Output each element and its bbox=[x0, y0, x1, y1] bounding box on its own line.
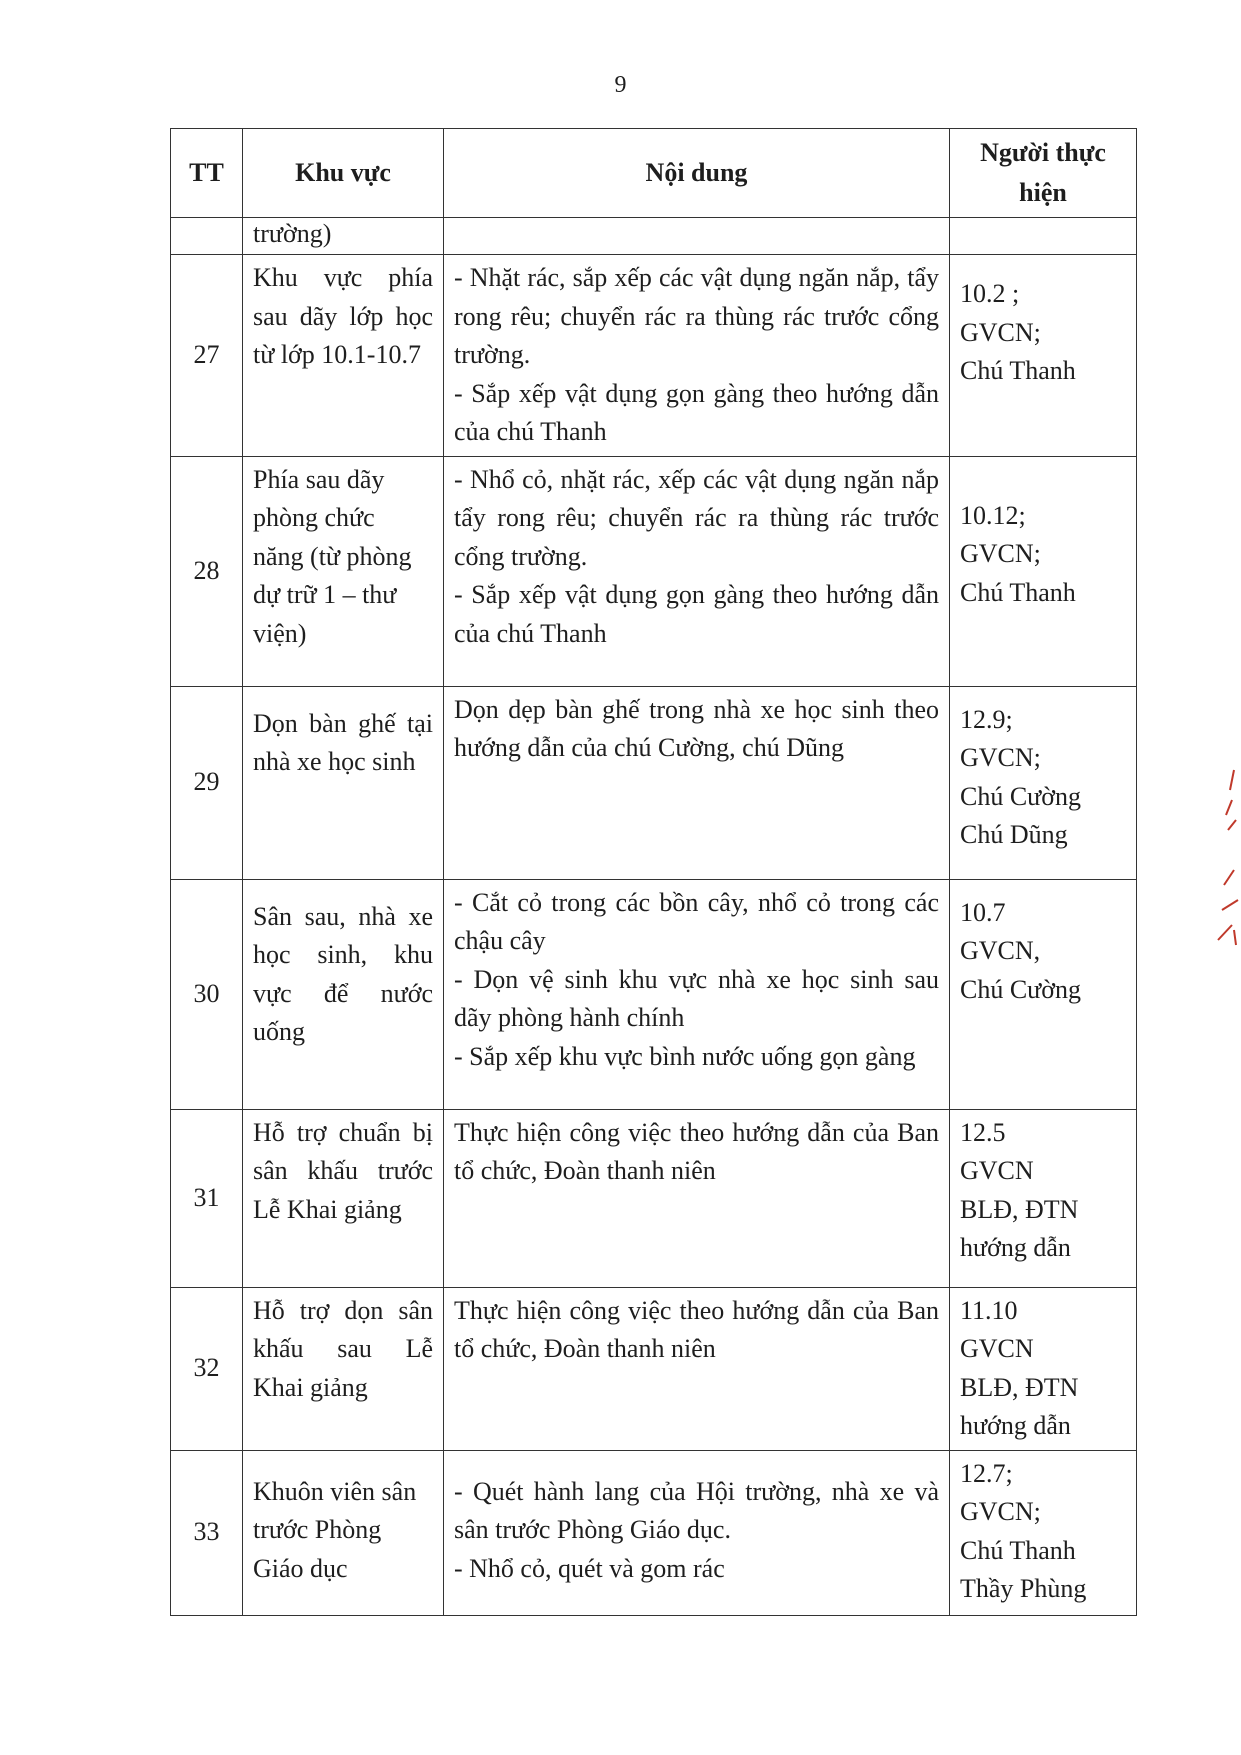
table-row-continuation bbox=[171, 218, 1137, 255]
nguoi-line: GVCN, bbox=[960, 936, 1041, 965]
table-header-row bbox=[171, 129, 1137, 218]
cell-tt bbox=[171, 218, 243, 255]
nguoi-line: Chú Thanh bbox=[960, 1535, 1076, 1565]
nguoi-line: hướng dẫn bbox=[960, 1233, 1071, 1262]
cell-tt: 27 bbox=[171, 255, 243, 457]
cell-khu-vuc: Sân sau, nhà xe học sinh, khu vực để nước uống bbox=[243, 879, 444, 1109]
noi-dung-item: Thực hiện công việc theo hướng dẫn của Ban tổ chức, Đoàn thanh niên bbox=[454, 1295, 939, 1363]
cell-noi-dung bbox=[444, 255, 950, 457]
cell-nguoi bbox=[950, 456, 1137, 686]
header-nguoi-thuc-hien bbox=[950, 129, 1137, 218]
nguoi-line: Chú Dũng bbox=[960, 820, 1068, 849]
table-row bbox=[171, 1450, 1137, 1615]
noi-dung-item: Dọn dẹp bàn ghế trong nhà xe học sinh theo hướng dẫn của chú Cường, chú Dũng bbox=[454, 694, 939, 762]
cell-noi-dung bbox=[444, 879, 950, 1109]
cell-khu-vuc bbox=[243, 456, 444, 686]
red-stamp-mark bbox=[1212, 760, 1240, 960]
nguoi-line: BLĐ, ĐTN bbox=[960, 1372, 1079, 1402]
nguoi-line: GVCN; bbox=[960, 743, 1041, 772]
noi-dung-item: - Dọn vệ sinh khu vực nhà xe học sinh sau dãy phòng hành chính bbox=[454, 964, 939, 1032]
khu-vuc-line: dự trữ 1 – thư bbox=[253, 580, 397, 609]
nguoi-line: GVCN; bbox=[960, 539, 1041, 568]
nguoi-line: 10.12; bbox=[960, 500, 1026, 530]
cell-tt: 29 bbox=[171, 686, 243, 879]
table-row bbox=[171, 255, 1137, 457]
noi-dung-item: Thực hiện công việc theo hướng dẫn của Ban tổ chức, Đoàn thanh niên bbox=[454, 1117, 939, 1185]
nguoi-line: 12.7; bbox=[960, 1458, 1013, 1488]
cell-khu-vuc: trường) bbox=[243, 218, 444, 255]
khu-vuc-line: trước Phòng bbox=[253, 1515, 382, 1544]
cell-nguoi bbox=[950, 879, 1137, 1109]
header-khu-vuc: Khu vực bbox=[243, 129, 444, 218]
noi-dung-item: - Quét hành lang của Hội trường, nhà xe và sân trước Phòng Giáo dục. bbox=[454, 1476, 939, 1544]
noi-dung-item: - Sắp xếp khu vực bình nước uống gọn gàng bbox=[454, 1041, 916, 1071]
cell-noi-dung bbox=[444, 218, 950, 255]
nguoi-line: Chú Cường bbox=[960, 974, 1082, 1004]
cell-nguoi bbox=[950, 686, 1137, 879]
nguoi-line: 12.9; bbox=[960, 704, 1013, 734]
nguoi-line: GVCN bbox=[960, 1334, 1034, 1363]
cell-tt: 28 bbox=[171, 456, 243, 686]
nguoi-line: Chú Thanh bbox=[960, 577, 1076, 607]
cell-noi-dung bbox=[444, 1287, 950, 1450]
table-row bbox=[171, 879, 1137, 1109]
cell-khu-vuc: Khu vực phía sau dãy lớp học từ lớp 10.1-10.7 bbox=[243, 255, 444, 457]
noi-dung-item: - Nhổ cỏ, quét và gom rác bbox=[454, 1553, 725, 1583]
cell-khu-vuc bbox=[243, 1450, 444, 1615]
nguoi-line: GVCN bbox=[960, 1156, 1034, 1185]
nguoi-line: GVCN; bbox=[960, 317, 1041, 347]
nguoi-line: 10.2 ; bbox=[960, 279, 1020, 308]
cell-nguoi bbox=[950, 1109, 1137, 1287]
cell-nguoi bbox=[950, 1287, 1137, 1450]
header-tt: TT bbox=[171, 129, 243, 218]
nguoi-line: 12.5 bbox=[960, 1117, 1006, 1147]
nguoi-line: BLĐ, ĐTN bbox=[960, 1194, 1079, 1224]
khu-vuc-line: Giáo dục bbox=[253, 1553, 348, 1583]
nguoi-line: hướng dẫn bbox=[960, 1411, 1071, 1440]
cell-noi-dung bbox=[444, 1109, 950, 1287]
cell-khu-vuc: Hỗ trợ chuẩn bị sân khấu trước Lễ Khai giảng bbox=[243, 1109, 444, 1287]
noi-dung-item: - Nhổ cỏ, nhặt rác, xếp các vật dụng ngăn nắp tẩy rong rêu; chuyển rác ra thùng rác trước cổng trường. bbox=[454, 464, 939, 571]
khu-vuc-line: năng (từ phòng bbox=[253, 541, 412, 571]
table-row bbox=[171, 1109, 1137, 1287]
cell-tt: 31 bbox=[171, 1109, 243, 1287]
table-row bbox=[171, 686, 1137, 879]
page-number: 9 bbox=[614, 72, 627, 98]
cell-tt: 30 bbox=[171, 879, 243, 1109]
header-nguoi-line-2: hiện bbox=[1019, 178, 1067, 207]
nguoi-line: 11.10 bbox=[960, 1295, 1018, 1325]
cell-noi-dung bbox=[444, 1450, 950, 1615]
cell-tt: 32 bbox=[171, 1287, 243, 1450]
cell-noi-dung bbox=[444, 456, 950, 686]
cell-nguoi bbox=[950, 218, 1137, 255]
cell-nguoi bbox=[950, 255, 1137, 457]
table-row bbox=[171, 1287, 1137, 1450]
cell-noi-dung bbox=[444, 686, 950, 879]
header-noi-dung: Nội dung bbox=[444, 129, 950, 218]
noi-dung-item: - Nhặt rác, sắp xếp các vật dụng ngăn nắp, tẩy rong rêu; chuyển rác ra thùng rác trước cổng trường. bbox=[454, 263, 939, 369]
khu-vuc-line: Phía sau dãy bbox=[253, 464, 385, 494]
khu-vuc-line: Khuôn viên sân bbox=[253, 1476, 417, 1506]
cell-tt: 33 bbox=[171, 1450, 243, 1615]
noi-dung-item: - Sắp xếp vật dụng gọn gàng theo hướng dẫn của chú Thanh bbox=[454, 378, 939, 446]
table-row bbox=[171, 456, 1137, 686]
noi-dung-item: - Cắt cỏ trong các bồn cây, nhổ cỏ trong các chậu cây bbox=[454, 887, 939, 955]
nguoi-line: Chú Cường bbox=[960, 781, 1082, 811]
nguoi-line: 10.7 bbox=[960, 897, 1006, 927]
nguoi-line: Thầy Phùng bbox=[960, 1574, 1087, 1603]
nguoi-line: Chú Thanh bbox=[960, 356, 1076, 385]
nguoi-line: GVCN; bbox=[960, 1497, 1041, 1526]
cell-nguoi bbox=[950, 1450, 1137, 1615]
noi-dung-item: - Sắp xếp vật dụng gọn gàng theo hướng dẫn của chú Thanh bbox=[454, 580, 939, 648]
cell-khu-vuc: Dọn bàn ghế tại nhà xe học sinh bbox=[243, 686, 444, 879]
assignment-table bbox=[170, 128, 1137, 1616]
khu-vuc-line: viện) bbox=[253, 618, 307, 648]
khu-vuc-line: phòng chức bbox=[253, 503, 375, 532]
cell-khu-vuc: Hỗ trợ dọn sân khấu sau Lễ Khai giảng bbox=[243, 1287, 444, 1450]
header-nguoi-line-1: Người thực bbox=[980, 138, 1106, 167]
